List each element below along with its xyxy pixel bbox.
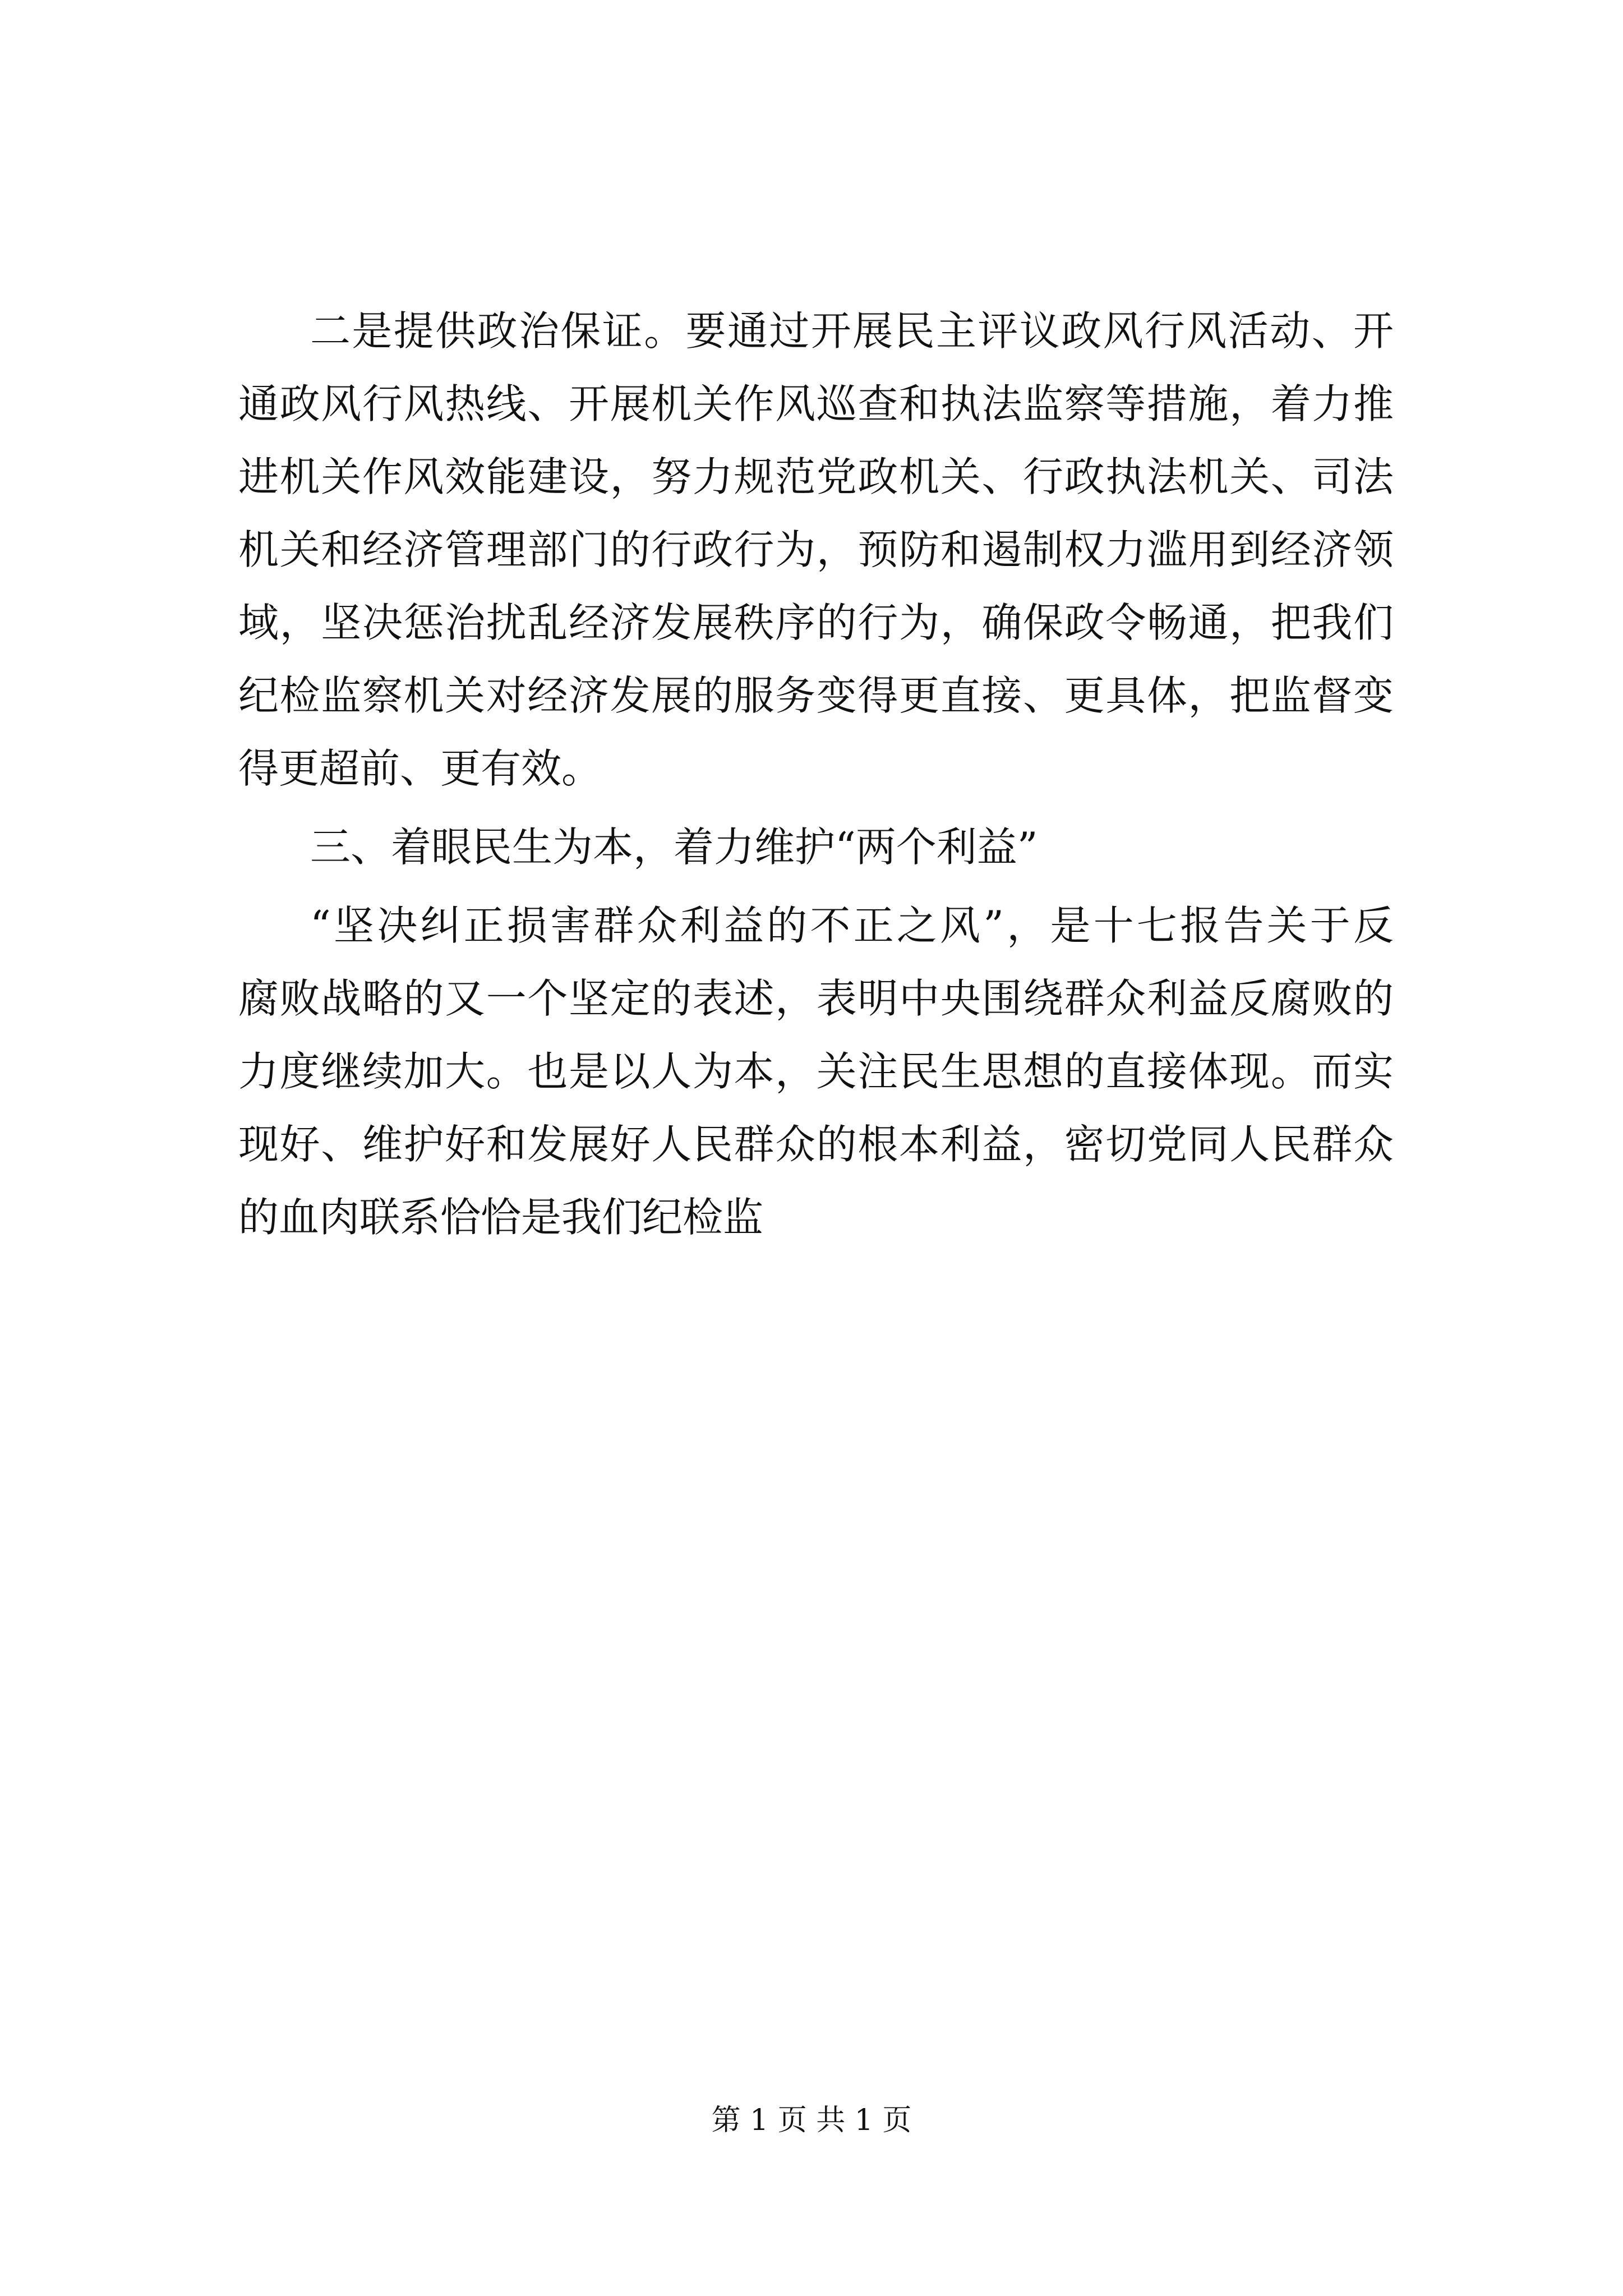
- paragraph-1-line-4: 机关和经济管理部门的行政行为，预防和遏制权力滥用到经济领: [238, 526, 1394, 573]
- paragraph-3-line-4: 现好、维护好和发展好人民群众的根本利益，密切党同人民群众: [238, 1121, 1394, 1168]
- page-number-footer: 第 1 页 共 1 页: [711, 2104, 912, 2137]
- paragraph-1-line-7: 得更超前、更有效。: [238, 745, 602, 792]
- paragraph-1-line-5: 域，坚决惩治扰乱经济发展秩序的行为，确保政令畅通，把我们: [238, 599, 1394, 646]
- paragraph-1-line-2: 通政风行风热线、开展机关作风巡查和执法监察等措施，着力推: [238, 380, 1394, 427]
- section-heading-three: 三、着眼民生为本，着力维护“两个利益”: [310, 823, 1038, 871]
- paragraph-3-line-1: “坚决纠正损害群众利益的不正之风”，是十七报告关于反: [310, 902, 1394, 949]
- paragraph-1-line-6: 纪检监察机关对经济发展的服务变得更直接、更具体，把监督变: [238, 672, 1394, 719]
- paragraph-3-line-2: 腐败战略的又一个坚定的表述，表明中央围绕群众利益反腐败的: [238, 975, 1394, 1022]
- paragraph-1-line-3: 进机关作风效能建设，努力规范党政机关、行政执法机关、司法: [238, 453, 1394, 500]
- paragraph-3-line-3: 力度继续加大。也是以人为本，关注民生思想的直接体现。而实: [238, 1048, 1394, 1095]
- paragraph-3-line-5: 的血肉联系恰恰是我们纪检监: [238, 1194, 764, 1241]
- paragraph-1-line-1: 二是提供政治保证。要通过开展民主评议政风行风活动、开: [310, 307, 1394, 355]
